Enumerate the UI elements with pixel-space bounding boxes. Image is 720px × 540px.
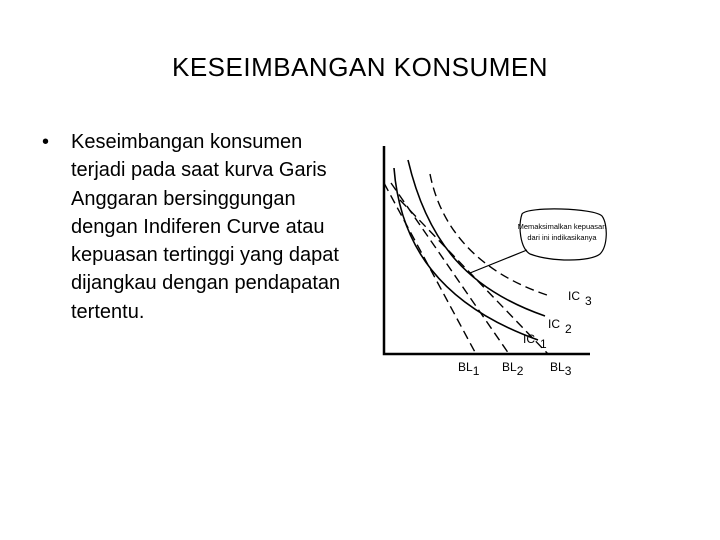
callout-pointer bbox=[470, 250, 527, 273]
callout-text-line-1: Memaksimalkan kepuasan bbox=[517, 222, 607, 231]
label-ic3: IC 3 bbox=[568, 289, 592, 308]
label-bl3: BL3 bbox=[550, 360, 572, 378]
label-ic1: IC 1 bbox=[523, 332, 547, 351]
bullet-dot: • bbox=[42, 131, 50, 153]
label-bl1: BL1 bbox=[458, 360, 480, 378]
bullet-text: Keseimbangan konsumen terjadi pada saat kurva Garis Anggaran bersinggungan dengan Indiferen Curve atau kepuasan tertinggi yang dapat dijangkau dengan pendapatan tertentu. bbox=[71, 131, 341, 323]
callout-text-line-2: dari ini indikasikanya bbox=[527, 233, 597, 242]
label-bl2: BL2 bbox=[502, 360, 524, 378]
slide-title: KESEIMBANGAN KONSUMEN bbox=[171, 52, 548, 82]
budget-line-bl2 bbox=[391, 183, 509, 354]
label-ic2: IC 2 bbox=[548, 317, 572, 336]
